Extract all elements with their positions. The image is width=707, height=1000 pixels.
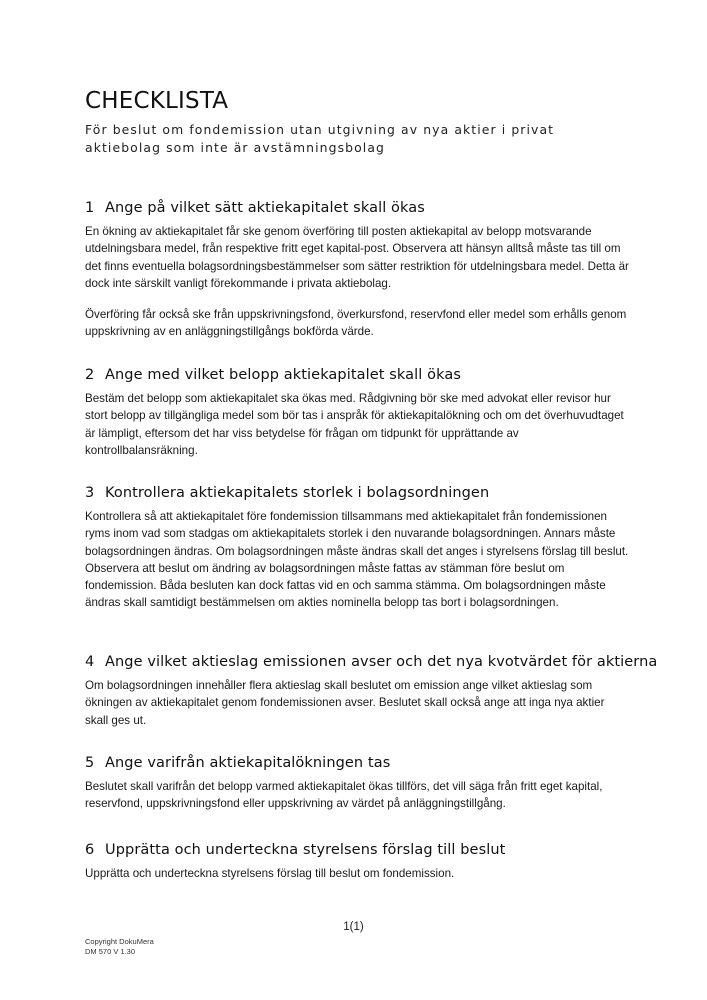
section-number: 6 — [85, 842, 95, 858]
section-heading — [85, 367, 630, 383]
section-paragraph: Bestäm det belopp som aktiekapitalet ska ökas med. Rådgivning bör ske med advokat eller revisor hur stort belopp av tillgängliga medel som bör tas i anspråk för aktiekapitalökning och om det överhuvudtaget är lämpligt, eftersom det har viss betydelse för frågan om tidpunkt för upprättande av kontrollbalansräkning. — [85, 392, 624, 457]
document-version: DM 570 V 1.30 — [85, 947, 136, 956]
section-number: 3 — [85, 485, 95, 501]
section-6 — [85, 842, 630, 896]
section-title: Kontrollera aktiekapitalets storlek i bolagsordningen — [105, 485, 490, 501]
footer — [85, 937, 154, 957]
section-title: Ange på vilket sätt aktiekapitalet skall ökas — [105, 200, 425, 216]
section-heading — [85, 200, 630, 216]
document-title: CHECKLISTA — [85, 88, 229, 114]
copyright-text: Copyright DokuMera — [85, 937, 154, 946]
section-heading — [85, 842, 630, 858]
section-number: 5 — [85, 755, 95, 771]
section-paragraph: En ökning av aktiekapitalet får ske genom överföring till posten aktiekapital av belopp motsvarande utdelningsbara medel, från respektive fritt eget kapital-post. Observera att hänsyn alltså måste tas till om det finns eventuella bolagsordningsbestämmelser som sätter restriktion för utdelningsbara medel. Detta är dock inte särskilt vanligt förekommande i privata aktiebolag. — [85, 225, 629, 290]
page-number: 1(1) — [343, 921, 364, 933]
section-title: Ange vilket aktieslag emissionen avser och det nya kvotvärdet för aktierna — [105, 654, 658, 670]
section-title: Ange varifrån aktiekapitalökningen tas — [105, 755, 391, 771]
section-1 — [85, 200, 630, 355]
section-paragraph: Överföring får också ske från uppskrivningsfond, överkursfond, reservfond eller medel som erhålls genom uppskrivning av en anläggningstillgångs bokförda värde. — [85, 308, 627, 339]
section-2 — [85, 367, 630, 473]
section-3 — [85, 485, 630, 626]
section-heading — [85, 654, 658, 670]
section-heading — [85, 485, 630, 501]
section-5 — [85, 755, 630, 827]
section-number: 4 — [85, 654, 95, 670]
section-paragraph: Upprätta och underteckna styrelsens förslag till beslut om fondemission. — [85, 867, 455, 880]
section-title: Ange med vilket belopp aktiekapitalet skall ökas — [105, 367, 461, 383]
section-paragraph: Beslutet skall varifrån det belopp varmed aktiekapitalet ökas tillförs, det vill säga från fritt eget kapital, reservfond, uppskrivningsfond eller uppskrivning av värdet på anläggningstillgång. — [85, 780, 603, 811]
section-4 — [85, 654, 658, 743]
section-title: Upprätta och underteckna styrelsens förslag till beslut — [105, 842, 506, 858]
document-subtitle: För beslut om fondemission utan utgivning av nya aktier i privat aktiebolag som inte är avstämningsbolag — [85, 122, 555, 155]
section-paragraph: Kontrollera så att aktiekapitalet före fondemission tillsammans med aktiekapitalet från fondemissionen ryms inom vad som stadgas om aktiekapitalets storlek i den nuvarande bolagsordningen. Annars måste bolagsordningen ändras. Om bolagsordningen måste ändras skall det anges i styrelsens förslag till beslut. Observera att beslut om ändring av bolagsordningen måste fattas av stämman före beslut om fondemission. Båda besluten kan dock fattas vid en och samma stämma. Om bolagsordningen måste ändras skall samtidigt bestämmelsen om akties nominella belopp tas bort i bolagsordningen. — [85, 510, 629, 610]
section-number: 1 — [85, 200, 95, 216]
section-paragraph: Om bolagsordningen innehåller flera aktieslag skall beslutet om emission ange vilket aktieslag som ökningen av aktiekapitalet genom fondemissionen avser. Beslutet skall också ange att inga nya aktier skall ges ut. — [85, 679, 605, 727]
section-number: 2 — [85, 367, 95, 383]
section-heading — [85, 755, 630, 771]
